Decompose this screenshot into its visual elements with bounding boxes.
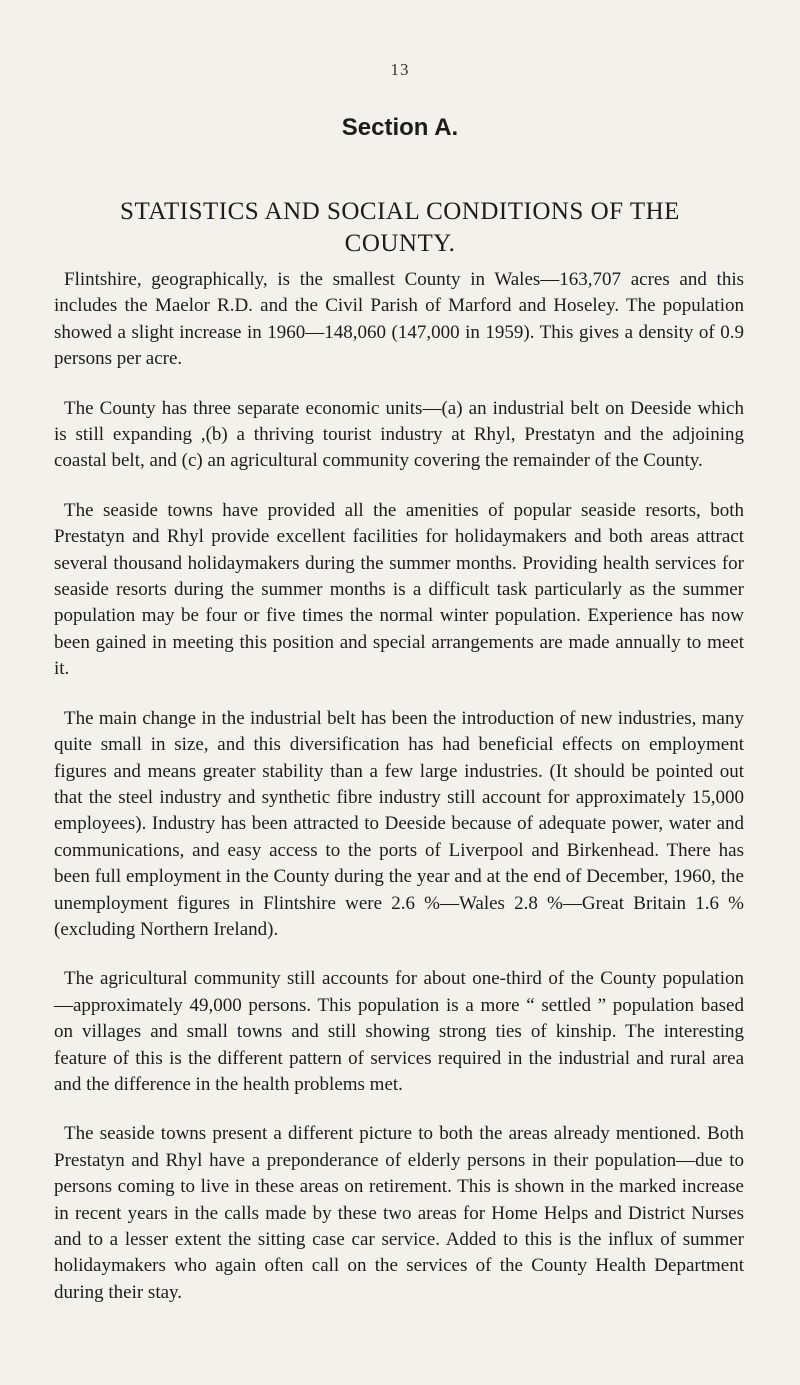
paragraph-economic-units: The County has three separate economic units—(a) an industrial belt on Deeside which is still expanding ,(b) a thriving tourist industry at Rhyl, Prestatyn and the adjoining coastal belt, and (c) an agricultural community covering the remainder of the County. xyxy=(54,397,744,472)
page-number: 13 xyxy=(390,60,410,79)
paragraph-seaside-resorts: The seaside towns have provided all the amenities of popular seaside resorts, both Prestatyn and Rhyl provide excellent facilities for holidaymakers and both areas attract several thousand holidaymakers during the summer months. Providing health services for seaside resorts during the summer months is a difficult task particularly as the summer population may be four or five times the normal winter population. Experience has now been gained in meeting this position and special arrangements are made annually to meet it. xyxy=(54,499,744,680)
main-heading: STATISTICS AND SOCIAL CONDITIONS OF THE COUNTY. xyxy=(120,198,680,257)
body-text xyxy=(54,267,744,1329)
section-title: Section A. xyxy=(341,114,459,141)
paragraph-industrial-belt: The main change in the industrial belt has been the introduction of new industries, many quite small in size, and this diversification has had beneficial effects on employment figures and means greater stability than a few large industries. (It should be pointed out that the steel industry and synthetic fibre industry still account for approximately 15,000 employees). Industry has been attracted to Deeside because of adequate power, water and communications, and easy access to the ports of Liverpool and Birkenhead. There has been full employment in the County during the year and at the end of December, 1960, the unemployment figures in Flintshire were 2.6 %—Wales 2.8 %—Great Britain 1.6 % (excluding Northern Ireland). xyxy=(54,707,744,940)
paragraph-seaside-towns: The seaside towns present a different picture to both the areas already mentioned. Both Prestatyn and Rhyl have a preponderance of elderly persons in their population—due to persons coming to live in these areas on retirement. This is shown in the marked increase in recent years in the calls made by these two areas for Home Helps and District Nurses and to a lesser extent the sitting case car service. Added to this is the influx of summer holidaymakers who again often call on the services of the County Health Department during their stay. xyxy=(54,1123,744,1303)
paragraph-agricultural-community: The agricultural community still accounts for about one-third of the County population—approximately 49,000 persons. This population is a more “ settled ” population based on villages and small towns and still showing strong ties of kinship. The interesting feature of this is the different pattern of services required in the industrial and rural area and the difference in the health problems met. xyxy=(54,968,744,1095)
paragraph-geography: Flintshire, geographically, is the smallest County in Wales—163,707 acres and this includes the Maelor R.D. and the Civil Parish of Marford and Hoseley. The population showed a slight increase in 1960—148,060 (147,000 in 1959). This gives a density of 0.9 persons per acre. xyxy=(54,269,744,370)
